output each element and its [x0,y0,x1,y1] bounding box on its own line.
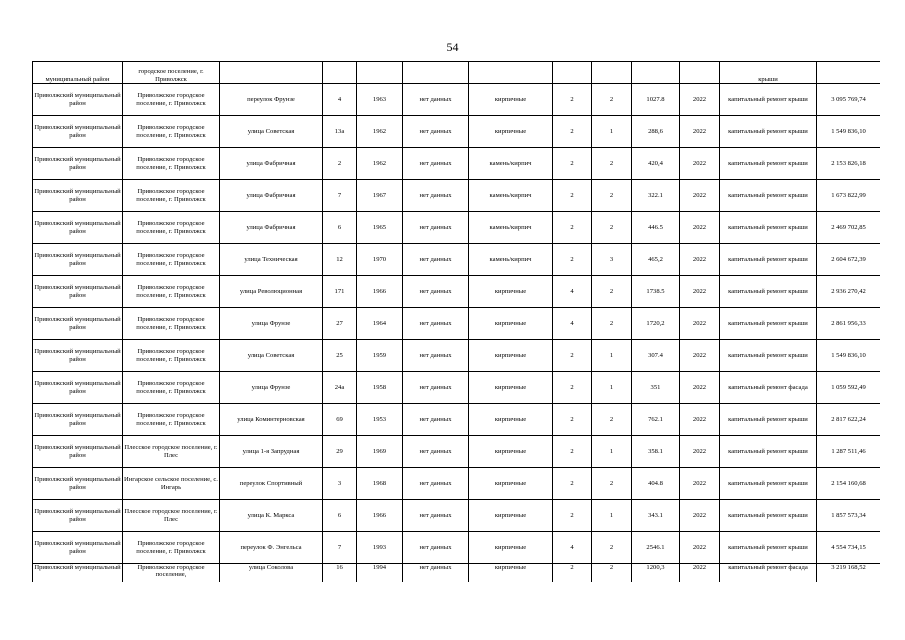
cell-house: 29 [323,436,357,468]
cell-plan-year [680,62,720,84]
cell-energy: нет данных [403,244,469,276]
cell-energy: нет данных [403,372,469,404]
cell-area: 420,4 [632,148,680,180]
cell-work: капитальный ремонт крыши [720,500,817,532]
cell-work: капитальный ремонт крыши [720,532,817,564]
cell-area: 343.1 [632,500,680,532]
cell-house: 7 [323,180,357,212]
cell-district: Приволжский муниципальный район [33,212,123,244]
cell-street: улица Фрунзе [220,308,323,340]
cell-energy: нет данных [403,84,469,116]
cell-house: 171 [323,276,357,308]
cell-floors: 2 [553,436,592,468]
cell-plan-year: 2022 [680,564,720,583]
page-number: 54 [446,40,459,54]
cell-house: 27 [323,308,357,340]
cell-street: улица Советская [220,340,323,372]
cell-work: капитальный ремонт крыши [720,308,817,340]
cell-entrances: 2 [592,212,632,244]
cell-material: камень/кирпич [469,180,553,212]
cell-area: 2546.1 [632,532,680,564]
cell-year: 1966 [357,276,403,308]
cell-entrances: 2 [592,308,632,340]
cell-work: крыши [720,62,817,84]
table-row [33,148,881,180]
cell-year: 1968 [357,468,403,500]
cell-year: 1966 [357,500,403,532]
cell-district: Приволжский муниципальный район [33,116,123,148]
cell-street: переулок Фрунзе [220,84,323,116]
cell-district: Приволжский муниципальный район [33,340,123,372]
table-row [33,308,881,340]
cell-house: 6 [323,500,357,532]
cell-material [469,62,553,84]
cell-floors: 2 [553,564,592,583]
cell-cost: 1 549 836,10 [817,116,881,148]
cell-street: улица Фрунзе [220,372,323,404]
cell-year: 1969 [357,436,403,468]
cell-settlement: Приволжское городское поселение, г. Приволжск [123,212,220,244]
cell-floors: 2 [553,244,592,276]
cell-district: Приволжский муниципальный район [33,308,123,340]
cell-district: Приволжский муниципальный район [33,436,123,468]
cell-material: кирпичные [469,532,553,564]
table-row [33,436,881,468]
cell-material: кирпичные [469,116,553,148]
cell-work: капитальный ремонт крыши [720,84,817,116]
cell-cost: 1 857 573,34 [817,500,881,532]
cell-entrances: 2 [592,468,632,500]
cell-entrances: 1 [592,372,632,404]
cell-cost: 2 469 702,85 [817,212,881,244]
cell-year: 1962 [357,116,403,148]
cell-house: 3 [323,468,357,500]
cell-street: улица Фабричная [220,180,323,212]
cell-energy: нет данных [403,148,469,180]
cell-floors [553,62,592,84]
cell-area: 1200,3 [632,564,680,583]
cell-energy: нет данных [403,116,469,148]
cell-plan-year: 2022 [680,84,720,116]
cell-year: 1953 [357,404,403,436]
cell-district: Приволжский муниципальный район [33,404,123,436]
cell-settlement: Приволжское городское поселение, г. Приволжск [123,116,220,148]
cell-floors: 2 [553,84,592,116]
cell-entrances: 1 [592,116,632,148]
cell-work: капитальный ремонт крыши [720,244,817,276]
cell-house: 25 [323,340,357,372]
cell-settlement: городское поселение, г. Приволжск [123,62,220,84]
table-row [33,62,881,84]
cell-settlement: Ингарское сельское поселение, с. Ингарь [123,468,220,500]
cell-material: кирпичные [469,84,553,116]
cell-entrances: 1 [592,436,632,468]
cell-district: Приволжский муниципальный район [33,84,123,116]
cell-work: капитальный ремонт крыши [720,468,817,500]
cell-district: Приволжский муниципальный район [33,180,123,212]
cell-house: 4 [323,84,357,116]
cell-cost: 3 219 168,52 [817,564,881,583]
cell-floors: 2 [553,212,592,244]
cell-year [357,62,403,84]
cell-floors: 4 [553,532,592,564]
table-row [33,276,881,308]
cell-area: 358.1 [632,436,680,468]
cell-plan-year: 2022 [680,276,720,308]
cell-year: 1958 [357,372,403,404]
cell-street [220,62,323,84]
cell-entrances: 2 [592,180,632,212]
cell-entrances: 3 [592,244,632,276]
cell-settlement: Приволжское городское поселение, г. Приволжск [123,148,220,180]
cell-cost: 2 936 270,42 [817,276,881,308]
cell-work: капитальный ремонт крыши [720,436,817,468]
cell-floors: 4 [553,276,592,308]
cell-floors: 2 [553,340,592,372]
cell-material: кирпичные [469,468,553,500]
cell-material: кирпичные [469,500,553,532]
cell-plan-year: 2022 [680,340,720,372]
cell-settlement: Приволжское городское поселение, г. Приволжск [123,372,220,404]
cell-material: кирпичные [469,436,553,468]
cell-entrances: 2 [592,564,632,583]
cell-plan-year: 2022 [680,404,720,436]
cell-street: улица Советская [220,116,323,148]
cell-entrances: 2 [592,404,632,436]
cell-district: Приволжский муниципальный район [33,532,123,564]
cell-area: 351 [632,372,680,404]
cell-floors: 4 [553,308,592,340]
cell-year: 1967 [357,180,403,212]
cell-house: 13а [323,116,357,148]
cell-cost: 2 604 672,39 [817,244,881,276]
table-row [33,372,881,404]
cell-cost: 1 287 511,46 [817,436,881,468]
cell-settlement: Приволжское городское поселение, г. Приволжск [123,532,220,564]
cell-street: улица Техническая [220,244,323,276]
cell-settlement: Приволжское городское поселение, г. Приволжск [123,308,220,340]
cell-material: камень/кирпич [469,244,553,276]
cell-year: 1964 [357,308,403,340]
cell-plan-year: 2022 [680,500,720,532]
cell-work: капитальный ремонт крыши [720,180,817,212]
cell-energy [403,62,469,84]
cell-floors: 2 [553,372,592,404]
cell-district: Приволжский муниципальный район [33,372,123,404]
cell-floors: 2 [553,404,592,436]
cell-entrances: 2 [592,148,632,180]
cell-energy: нет данных [403,564,469,583]
table-row [33,340,881,372]
cell-energy: нет данных [403,436,469,468]
cell-material: камень/кирпич [469,212,553,244]
cell-street: улица 1-я Запрудная [220,436,323,468]
cell-cost: 2 154 160,68 [817,468,881,500]
cell-entrances: 1 [592,500,632,532]
cell-floors: 2 [553,468,592,500]
cell-district: муниципальный район [33,62,123,84]
housing-repair-table [32,61,880,582]
cell-settlement: Приволжское городское поселение, г. Приволжск [123,340,220,372]
cell-cost: 1 549 836,10 [817,340,881,372]
cell-year: 1970 [357,244,403,276]
cell-street: улица Коминтерновская [220,404,323,436]
cell-area: 465,2 [632,244,680,276]
cell-area: 1027.8 [632,84,680,116]
cell-plan-year: 2022 [680,436,720,468]
cell-entrances: 2 [592,532,632,564]
cell-material: кирпичные [469,372,553,404]
cell-area: 446.5 [632,212,680,244]
cell-energy: нет данных [403,308,469,340]
cell-house: 12 [323,244,357,276]
cell-cost: 2 861 956,33 [817,308,881,340]
cell-entrances: 1 [592,340,632,372]
cell-district: Приволжский муниципальный район [33,244,123,276]
cell-district: Приволжский муниципальный район [33,500,123,532]
cell-energy: нет данных [403,340,469,372]
cell-year: 1994 [357,564,403,583]
cell-entrances: 2 [592,276,632,308]
table-row [33,564,881,583]
cell-house: 69 [323,404,357,436]
cell-district: Приволжский муниципальный район [33,468,123,500]
cell-area [632,62,680,84]
cell-year: 1959 [357,340,403,372]
cell-work: капитальный ремонт крыши [720,340,817,372]
cell-area: 288,6 [632,116,680,148]
cell-house: 2 [323,148,357,180]
cell-work: капитальный ремонт крыши [720,116,817,148]
cell-house: 16 [323,564,357,583]
cell-house: 24а [323,372,357,404]
cell-plan-year: 2022 [680,372,720,404]
table-row [33,244,881,276]
cell-work: капитальный ремонт фасада [720,564,817,583]
table-row [33,404,881,436]
cell-material: кирпичные [469,564,553,583]
cell-energy: нет данных [403,276,469,308]
cell-street: улица Фабричная [220,148,323,180]
cell-cost: 2 817 622,24 [817,404,881,436]
cell-plan-year: 2022 [680,116,720,148]
cell-settlement: Приволжское городское поселение, г. Приволжск [123,276,220,308]
cell-street: переулок Ф. Энгельса [220,532,323,564]
cell-cost: 2 153 826,18 [817,148,881,180]
cell-cost [817,62,881,84]
table-row [33,500,881,532]
table-row [33,116,881,148]
cell-plan-year: 2022 [680,212,720,244]
cell-area: 762.1 [632,404,680,436]
cell-work: капитальный ремонт крыши [720,276,817,308]
cell-area: 1720,2 [632,308,680,340]
cell-house: 6 [323,212,357,244]
cell-material: кирпичные [469,308,553,340]
cell-settlement: Плесское городское поселение, г. Плес [123,500,220,532]
cell-cost: 4 554 734,15 [817,532,881,564]
cell-material: камень/кирпич [469,148,553,180]
cell-year: 1963 [357,84,403,116]
cell-energy: нет данных [403,212,469,244]
cell-street: улица Соколова [220,564,323,583]
cell-street: улица Революционная [220,276,323,308]
cell-material: кирпичные [469,276,553,308]
cell-year: 1962 [357,148,403,180]
table-row [33,84,881,116]
cell-floors: 2 [553,500,592,532]
table-row [33,468,881,500]
cell-house [323,62,357,84]
table-row [33,532,881,564]
cell-area: 307.4 [632,340,680,372]
housing-table-sheet [32,61,880,582]
cell-material: кирпичные [469,404,553,436]
cell-work: капитальный ремонт крыши [720,212,817,244]
cell-plan-year: 2022 [680,468,720,500]
cell-plan-year: 2022 [680,244,720,276]
cell-street: улица К. Маркса [220,500,323,532]
cell-work: капитальный ремонт крыши [720,404,817,436]
cell-energy: нет данных [403,404,469,436]
cell-street: улица Фабричная [220,212,323,244]
cell-settlement: Приволжское городское поселение, г. Приволжск [123,404,220,436]
cell-floors: 2 [553,148,592,180]
cell-settlement: Плесское городское поселение, г. Плес [123,436,220,468]
cell-area: 404.8 [632,468,680,500]
table-row [33,212,881,244]
cell-cost: 3 095 769,74 [817,84,881,116]
cell-area: 1738.5 [632,276,680,308]
cell-settlement: Приволжское городское поселение, г. Приволжск [123,84,220,116]
cell-plan-year: 2022 [680,148,720,180]
cell-year: 1993 [357,532,403,564]
cell-district: Приволжский муниципальный [33,564,123,583]
cell-floors: 2 [553,180,592,212]
cell-settlement: Приволжское городское поселение, [123,564,220,583]
cell-plan-year: 2022 [680,180,720,212]
cell-year: 1965 [357,212,403,244]
cell-settlement: Приволжское городское поселение, г. Приволжск [123,180,220,212]
cell-floors: 2 [553,116,592,148]
cell-entrances [592,62,632,84]
cell-cost: 1 673 822,99 [817,180,881,212]
cell-house: 7 [323,532,357,564]
cell-plan-year: 2022 [680,532,720,564]
cell-energy: нет данных [403,500,469,532]
cell-plan-year: 2022 [680,308,720,340]
cell-energy: нет данных [403,532,469,564]
cell-district: Приволжский муниципальный район [33,276,123,308]
cell-material: кирпичные [469,340,553,372]
cell-street: переулок Спортивный [220,468,323,500]
table-row [33,180,881,212]
cell-settlement: Приволжское городское поселение, г. Приволжск [123,244,220,276]
cell-work: капитальный ремонт крыши [720,148,817,180]
cell-entrances: 2 [592,84,632,116]
cell-district: Приволжский муниципальный район [33,148,123,180]
cell-cost: 1 059 592,49 [817,372,881,404]
cell-area: 322.1 [632,180,680,212]
cell-energy: нет данных [403,468,469,500]
cell-energy: нет данных [403,180,469,212]
cell-work: капитальный ремонт фасада [720,372,817,404]
